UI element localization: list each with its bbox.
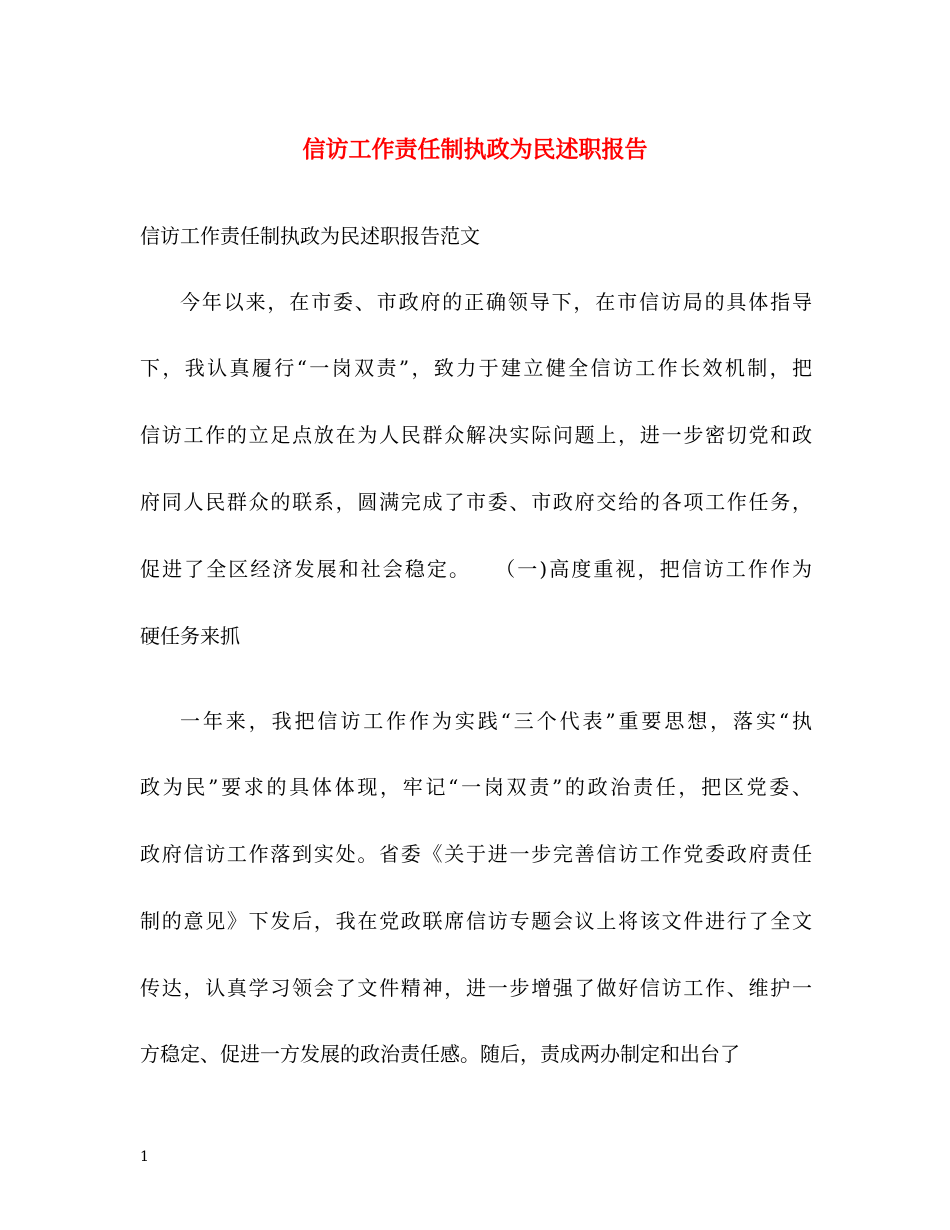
paragraph-line: 促进了全区经济发展和社会稳定。 （一)高度重视，把信访工作作为 xyxy=(140,557,812,581)
paragraph-line: 一年来，我把信访工作作为实践“三个代表”重要思想，落实“执 xyxy=(180,709,812,733)
paragraph-line: 信访工作的立足点放在为人民群众解决实际问题上，进一步密切党和政 xyxy=(140,423,812,447)
paragraph-line: 政府信访工作落到实处。省委《关于进一步完善信访工作党委政府责任 xyxy=(140,842,812,866)
paragraph-line: 传达，认真学习领会了文件精神，进一步增强了做好信访工作、维护一 xyxy=(140,976,812,1000)
paragraph-line: 硬任务来抓 xyxy=(140,624,240,648)
document-subtitle: 信访工作责任制执政为民述职报告范文 xyxy=(140,224,480,248)
document-title: 信访工作责任制执政为民述职报告 xyxy=(302,136,648,163)
paragraph-line: 方稳定、促进一方发展的政治责任感。随后，责成两办制定和出台了 xyxy=(140,1042,740,1066)
paragraph-line: 制的意见》下发后，我在党政联席信访专题会议上将该文件进行了全文 xyxy=(140,909,812,933)
page-number: 1 xyxy=(140,1149,149,1165)
paragraph-line: 府同人民群众的联系，圆满完成了市委、市政府交给的各项工作任务， xyxy=(140,490,812,514)
paragraph-line: 今年以来，在市委、市政府的正确领导下，在市信访局的具体指导 xyxy=(180,290,812,314)
paragraph-line: 政为民”要求的具体体现，牢记“一岗双责”的政治责任，把区党委、 xyxy=(140,775,812,799)
paragraph-line: 下，我认真履行“一岗双责”，致力于建立健全信访工作长效机制，把 xyxy=(140,356,812,380)
